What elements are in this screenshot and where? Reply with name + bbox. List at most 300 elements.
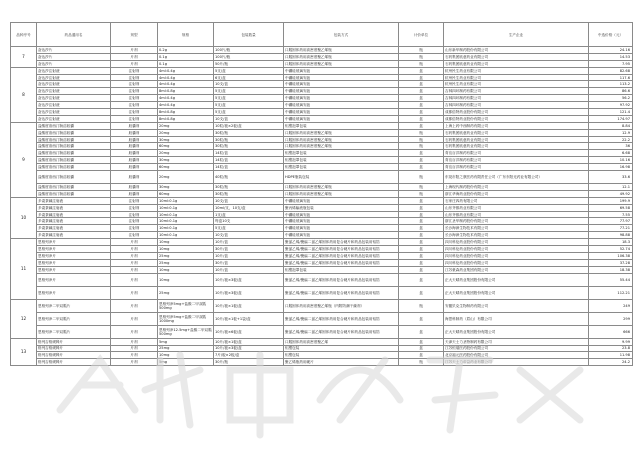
product-number-cell: 7 — [11, 47, 37, 68]
price-cell: 10.16 — [589, 157, 633, 164]
pack-method-cell: 铝塑泡罩包装 — [284, 157, 399, 164]
spec-cell: 0.1g — [158, 60, 214, 67]
unit-cell: 盒 — [399, 325, 444, 338]
pack-qty-cell: 100片/瓶 — [214, 47, 284, 54]
pack-qty-cell: 14粒/盒 — [214, 150, 284, 157]
spec-cell: 20mg — [158, 122, 214, 129]
unit-cell: 盒 — [399, 218, 444, 225]
price-cell: 18.38 — [589, 266, 633, 273]
drug-name-cell: 恩格列净片 — [37, 266, 111, 273]
pack-qty-cell: 10ml/支，10支/盒 — [214, 204, 284, 211]
column-header: 计价单位 — [399, 23, 444, 47]
unit-cell: 盒 — [399, 345, 444, 352]
unit-cell: 瓶 — [399, 359, 444, 366]
unit-cell: 盒 — [399, 232, 444, 239]
pack-qty-cell: 6支/盒 — [214, 74, 284, 81]
spec-cell: 4ml:0.4g — [158, 67, 214, 74]
table-row — [11, 273, 633, 286]
dosage-form-cell: 胶囊剂 — [111, 150, 158, 157]
pack-method-cell: 中硼硅玻璃安瓿 — [284, 197, 399, 204]
column-header: 剂型 — [111, 23, 158, 47]
drug-name-cell: 多索茶碱注射液 — [37, 204, 111, 211]
pack-qty-cell: 10支/盒 — [214, 115, 284, 122]
pack-qty-cell: 10片/板×1板/盒 — [214, 338, 284, 345]
manufacturer-cell: 山东齐都药业有限公司 — [444, 204, 589, 211]
drug-name-cell: 盐酸度洛西汀肠溶胶囊 — [37, 136, 111, 143]
table-row — [11, 325, 633, 338]
manufacturer-cell: 上海上药中西制药有限公司 — [444, 122, 589, 129]
pack-method-cell: 中硼硅玻璃安瓿 — [284, 225, 399, 232]
manufacturer-cell: 吉林四环制药有限公司 — [444, 95, 589, 102]
unit-cell: 盒 — [399, 266, 444, 273]
pack-method-cell: 中硼硅玻璃安瓿 — [284, 95, 399, 102]
dosage-form-cell: 片剂 — [111, 359, 158, 366]
price-cell: 249 — [589, 299, 633, 312]
pack-qty-cell: 10片/板×3板/盒 — [214, 286, 284, 299]
pack-method-cell: 口服固体药用高密度聚乙烯瓶 — [284, 53, 399, 60]
unit-cell: 瓶 — [399, 171, 444, 184]
pack-method-cell: 铝塑包装 — [284, 352, 399, 359]
unit-cell: 瓶 — [399, 184, 444, 191]
dosage-form-cell: 注射剂 — [111, 232, 158, 239]
manufacturer-cell: 正大天晴药业集团股份有限公司 — [444, 286, 589, 299]
manufacturer-cell: 天津天士力圣特制药有限公司 — [444, 338, 589, 345]
pack-qty-cell: 30片/瓶 — [214, 359, 284, 366]
pack-qty-cell: 5支/盒 — [214, 95, 284, 102]
spec-cell: 5mg — [158, 338, 214, 345]
price-cell: 97.92 — [589, 102, 633, 109]
pack-method-cell: 口服固体药用高密度聚乙烯瓶 — [284, 190, 399, 197]
drug-name-cell: 奋达莎注射液 — [37, 67, 111, 74]
drug-name-cell: 恩格列净二甲双胍片 — [37, 299, 111, 312]
product-number-cell: 10 — [11, 197, 37, 238]
pack-qty-cell: 10支/盒 — [214, 197, 284, 204]
spec-cell: 10ml:0.1g — [158, 211, 214, 218]
dosage-form-cell: 注射剂 — [111, 95, 158, 102]
dosage-form-cell: 胶囊剂 — [111, 129, 158, 136]
table-row — [11, 67, 633, 74]
pack-qty-cell: 10粒/板×2板/盒 — [214, 122, 284, 129]
manufacturer-cell: 正大天晴药业集团股份有限公司 — [444, 325, 589, 338]
drug-name-cell: 盐酸度洛西汀肠溶胶囊 — [37, 164, 111, 171]
dosage-form-cell: 胶囊剂 — [111, 136, 158, 143]
drug-name-cell: 奋达莎注射液 — [37, 115, 111, 122]
manufacturer-cell: 石药集团欧意药业有限公司 — [444, 136, 589, 143]
column-header: 药品通用名 — [37, 23, 111, 47]
table-row — [11, 150, 633, 157]
drug-name-cell: 盐酸度洛西汀肠溶胶囊 — [37, 143, 111, 150]
manufacturer-cell: 江苏天士力帝益药业有限公司 — [444, 359, 589, 366]
manufacturer-cell: 四川科伦药业股份有限公司 — [444, 239, 589, 246]
table-row — [11, 259, 633, 266]
spec-cell: 0.1g — [158, 53, 214, 60]
pack-method-cell: 铝塑泡罩包装 — [284, 150, 399, 157]
table-row — [11, 88, 633, 95]
table-row — [11, 204, 633, 211]
pack-method-cell: 聚丙烯输液瓶包装 — [284, 204, 399, 211]
dosage-form-cell: 片剂 — [111, 266, 158, 273]
price-cell: 23.8 — [589, 345, 633, 352]
price-cell: 12.9 — [589, 129, 633, 136]
spec-cell: 20mg — [158, 171, 214, 184]
drug-name-cell: 多索茶碱注射液 — [37, 225, 111, 232]
spec-cell: 4ml:0.4g — [158, 74, 214, 81]
drug-name-cell: 奋达莎注射液 — [37, 81, 111, 88]
table-row — [11, 345, 633, 352]
spec-cell: 5mg — [158, 359, 214, 366]
spec-cell: 恩格列净5mg+盐酸二甲双胍500mg — [158, 299, 214, 312]
drug-name-cell: 盐酸度洛西汀肠溶胶囊 — [37, 171, 111, 184]
manufacturer-cell: 成都倍特药业股份有限公司 — [444, 115, 589, 122]
pack-method-cell: 聚氯乙烯/聚偏二氯乙烯固体药用复合硬片和药品包装用铝箔 — [284, 286, 399, 299]
unit-cell: 盒 — [399, 81, 444, 88]
dosage-form-cell: 片剂 — [111, 239, 158, 246]
column-header: 生产企业 — [444, 23, 589, 47]
pack-method-cell: 聚氯乙烯/聚偏二氯乙烯固体药用复合硬片和药品包装用铝箔 — [284, 325, 399, 338]
table-row — [11, 225, 633, 232]
drug-name-cell: 奋达莎注射液 — [37, 102, 111, 109]
spec-cell: 30mg — [158, 157, 214, 164]
dosage-form-cell: 片剂 — [111, 259, 158, 266]
pack-method-cell: 中硼硅玻璃安瓿 — [284, 109, 399, 116]
drug-name-cell: 奋达莎片 — [37, 60, 111, 67]
pack-qty-cell: 10片/盒 — [214, 239, 284, 246]
pack-qty-cell: 1支/盒 — [214, 211, 284, 218]
table-row — [11, 129, 633, 136]
table-row — [11, 352, 633, 359]
drug-name-cell: 格列吉格缓释片 — [37, 352, 111, 359]
dosage-form-cell: 注射剂 — [111, 102, 158, 109]
pack-method-cell: 口服固体药用高密度聚乙烯瓶 — [284, 136, 399, 143]
unit-cell: 盒 — [399, 67, 444, 74]
table-row — [11, 102, 633, 109]
unit-cell: 盒 — [399, 211, 444, 218]
pack-method-cell: 口服固体药用高密度聚乙烯瓶 — [284, 60, 399, 67]
table-row — [11, 157, 633, 164]
dosage-form-cell: 注射剂 — [111, 225, 158, 232]
manufacturer-cell: 石药集团欧意药业有限公司 — [444, 143, 589, 150]
price-cell: 16.98 — [589, 164, 633, 171]
pack-qty-cell: 14粒/盒 — [214, 164, 284, 171]
table-row — [11, 211, 633, 218]
dosage-form-cell: 片剂 — [111, 286, 158, 299]
unit-cell: 瓶 — [399, 143, 444, 150]
table-row — [11, 115, 633, 122]
spec-cell: 25mg — [158, 286, 214, 299]
table-row — [11, 232, 633, 239]
table-row — [11, 299, 633, 312]
pack-qty-cell: 10片/板×6板/盒 — [214, 325, 284, 338]
table-row — [11, 95, 633, 102]
unit-cell: 盒 — [399, 286, 444, 299]
unit-cell: 盒 — [399, 115, 444, 122]
manufacturer-cell: 四川科伦药业股份有限公司 — [444, 252, 589, 259]
price-cell: 14.53 — [589, 53, 633, 60]
manufacturer-cell: 杭州民生药业有限公司 — [444, 67, 589, 74]
pack-qty-cell: 10支/盒 — [214, 81, 284, 88]
spec-cell: 10ml:0.1g — [158, 225, 214, 232]
spec-cell: 10ml:0.1g — [158, 204, 214, 211]
dosage-form-cell: 片剂 — [111, 47, 158, 54]
table-row — [11, 184, 633, 191]
pack-method-cell: 中硼硅玻璃安瓿 — [284, 81, 399, 88]
spec-cell: 20mg — [158, 150, 214, 157]
price-cell: 113.2 — [589, 81, 633, 88]
manufacturer-cell: 山东新华制药股份有限公司 — [444, 47, 589, 54]
pack-method-cell: 中硼硅玻璃安瓿 — [284, 115, 399, 122]
drug-name-cell: 多索茶碱注射液 — [37, 218, 111, 225]
pack-qty-cell: 100片/瓶 — [214, 53, 284, 60]
unit-cell: 盒 — [399, 157, 444, 164]
spec-cell: 25mg — [158, 345, 214, 352]
manufacturer-cell: 吉林四环制药有限公司 — [444, 88, 589, 95]
drug-name-cell: 多索茶碱注射液 — [37, 197, 111, 204]
table-row — [11, 239, 633, 246]
price-cell: 11.98 — [589, 352, 633, 359]
manufacturer-cell: 石家庄四药有限公司 — [444, 197, 589, 204]
column-header: 中选价格（元） — [589, 23, 633, 47]
spec-cell: 25mg — [158, 252, 214, 259]
dosage-form-cell: 注射剂 — [111, 218, 158, 225]
table-row — [11, 252, 633, 259]
price-cell: 98.88 — [589, 232, 633, 239]
unit-cell: 瓶 — [399, 136, 444, 143]
spec-cell: 10mg — [158, 239, 214, 246]
table-row — [11, 60, 633, 67]
unit-cell: 瓶 — [399, 299, 444, 312]
drug-name-cell: 格列吉格缓释片 — [37, 338, 111, 345]
table-row — [11, 266, 633, 273]
dosage-form-cell: 片剂 — [111, 246, 158, 253]
table-row — [11, 359, 633, 366]
manufacturer-cell: 石药集团欧意药业有限公司 — [444, 53, 589, 60]
column-header: 规格 — [158, 23, 214, 47]
dosage-form-cell: 胶囊剂 — [111, 157, 158, 164]
pack-qty-cell: 每盒10支 — [214, 218, 284, 225]
price-cell: 18.3 — [589, 239, 633, 246]
pack-method-cell: 聚氯乙烯/聚偏二氯乙烯固体药用复合硬片和药品包装用铝箔 — [284, 246, 399, 253]
pack-qty-cell: 14粒/盒 — [214, 157, 284, 164]
price-cell: 121.4 — [589, 109, 633, 116]
pack-method-cell: 中硼硅玻璃安瓿 — [284, 211, 399, 218]
drug-name-cell: 恩格列净片 — [37, 246, 111, 253]
dosage-form-cell: 片剂 — [111, 312, 158, 325]
pack-method-cell: 中硼硅玻璃安瓿 — [284, 232, 399, 239]
spec-cell: 10ml:0.1g — [158, 232, 214, 239]
table-row — [11, 218, 633, 225]
manufacturer-cell: 北京福元医药股份有限公司 — [444, 352, 589, 359]
unit-cell: 盒 — [399, 225, 444, 232]
price-cell: 33.6 — [589, 171, 633, 184]
manufacturer-cell: 石药集团欧意药业有限公司 — [444, 60, 589, 67]
unit-cell: 盒 — [399, 197, 444, 204]
dosage-form-cell: 注射剂 — [111, 67, 158, 74]
dosage-form-cell: 片剂 — [111, 53, 158, 60]
dosage-form-cell: 注射剂 — [111, 74, 158, 81]
price-cell: 174.97 — [589, 115, 633, 122]
table-header — [11, 23, 633, 47]
pack-method-cell: 中硼硅玻璃安瓿 — [284, 102, 399, 109]
manufacturer-cell: 杭州民生药业有限公司 — [444, 81, 589, 88]
pack-method-cell: HDPE瓶装包装 — [284, 171, 399, 184]
price-cell: 299 — [589, 312, 633, 325]
drug-name-cell: 盐酸度洛西汀肠溶胶囊 — [37, 129, 111, 136]
spec-cell: 30mg — [158, 136, 214, 143]
spec-cell: 0.2g — [158, 47, 214, 54]
unit-cell: 盒 — [399, 95, 444, 102]
manufacturer-cell: 青岛百洋制药有限公司 — [444, 164, 589, 171]
dosage-form-cell: 胶囊剂 — [111, 171, 158, 184]
drug-name-cell: 盐酸度洛西汀肠溶胶囊 — [37, 157, 111, 164]
spec-cell: 20mg — [158, 129, 214, 136]
price-cell: 24.16 — [589, 47, 633, 54]
drug-name-cell: 恩格列净片 — [37, 286, 111, 299]
pack-qty-cell: 10片/板×1板/盒 — [214, 299, 284, 312]
dosage-form-cell: 胶囊剂 — [111, 184, 158, 191]
price-cell: 8.84 — [589, 122, 633, 129]
drug-name-cell: 奋达莎片 — [37, 53, 111, 60]
spec-cell: 10mg — [158, 352, 214, 359]
dosage-form-cell: 注射剂 — [111, 204, 158, 211]
procurement-price-table — [10, 22, 633, 366]
spec-cell: 4ml:0.4g — [158, 95, 214, 102]
table-body — [11, 47, 633, 366]
pack-qty-cell: 30片/盒 — [214, 246, 284, 253]
pack-method-cell: 中硼硅玻璃安瓿 — [284, 74, 399, 81]
price-cell: 82.68 — [589, 67, 633, 74]
pack-method-cell: 口服固体药用高密度聚乙烯瓶（内附防潮干燥剂） — [284, 299, 399, 312]
pack-qty-cell: 10片/盒 — [214, 252, 284, 259]
unit-cell: 盒 — [399, 312, 444, 325]
pack-method-cell: 口服固体药用高密度聚乙烯瓶 — [284, 143, 399, 150]
manufacturer-cell: 石药集团欧意药业有限公司 — [444, 129, 589, 136]
drug-name-cell: 奋达莎注射液 — [37, 109, 111, 116]
drug-name-cell: 恩格列净二甲双胍片 — [37, 312, 111, 325]
price-cell: 12.1 — [589, 184, 633, 191]
product-number-cell: 8 — [11, 67, 37, 122]
unit-cell: 瓶 — [399, 60, 444, 67]
dosage-form-cell: 片剂 — [111, 60, 158, 67]
table-row — [11, 122, 633, 129]
table-row — [11, 143, 633, 150]
unit-cell: 盒 — [399, 164, 444, 171]
manufacturer-cell: 浙江华海药业股份有限公司 — [444, 190, 589, 197]
unit-cell: 盒 — [399, 109, 444, 116]
spec-cell: 恩格列净12.5mg+盐酸二甲双胍500mg — [158, 325, 214, 338]
dosage-form-cell: 注射剂 — [111, 88, 158, 95]
spec-cell: 10mg — [158, 273, 214, 286]
spec-cell: 25mg — [158, 259, 214, 266]
price-cell: 49.92 — [589, 190, 633, 197]
manufacturer-cell: 江苏豪森药业集团有限公司 — [444, 266, 589, 273]
pack-method-cell: 聚乙烯瓶药用硬片 — [284, 359, 399, 366]
drug-name-cell: 格列吉格缓释片 — [37, 345, 111, 352]
manufacturer-cell: 上海现代制药股份有限公司 — [444, 184, 589, 191]
pack-method-cell: 聚氯乙烯/聚偏二氯乙烯固体药用复合硬片和药品包装用铝箔 — [284, 252, 399, 259]
dosage-form-cell: 注射剂 — [111, 197, 158, 204]
table-row — [11, 81, 633, 88]
spec-cell: 10mg — [158, 246, 214, 253]
manufacturer-cell: 四川科伦药业股份有限公司 — [444, 246, 589, 253]
pack-qty-cell: 5支/盒 — [214, 88, 284, 95]
price-cell: 7.55 — [589, 211, 633, 218]
drug-name-cell: 奋达莎注射液 — [37, 95, 111, 102]
table-row — [11, 164, 633, 171]
price-cell: 37.28 — [589, 259, 633, 266]
column-header: 包装数量 — [214, 23, 284, 47]
pack-qty-cell: 5支/盒 — [214, 102, 284, 109]
unit-cell: 盒 — [399, 352, 444, 359]
spec-cell: 10mg — [158, 266, 214, 273]
pack-qty-cell: 30粒/瓶 — [214, 129, 284, 136]
pack-method-cell: 中硼硅玻璃安瓿 — [284, 88, 399, 95]
pack-method-cell: 口服固体药用高密度聚乙烯瓶 — [284, 184, 399, 191]
price-cell: 86.6 — [589, 88, 633, 95]
product-number-cell: 11 — [11, 239, 37, 299]
price-cell: 77.21 — [589, 225, 633, 232]
pack-qty-cell: 30粒/瓶 — [214, 143, 284, 150]
pack-qty-cell: 50片/瓶 — [214, 60, 284, 67]
pack-method-cell: 聚氯乙烯/聚偏二氯乙烯固体药用复合硬片和药品包装用铝箔 — [284, 312, 399, 325]
unit-cell: 盒 — [399, 338, 444, 345]
pack-qty-cell: 5支/盒 — [214, 109, 284, 116]
pack-method-cell: 铝塑泡罩包装 — [284, 164, 399, 171]
price-cell: 77.97 — [589, 218, 633, 225]
unit-cell: 瓶 — [399, 53, 444, 60]
price-cell: 22.2 — [589, 136, 633, 143]
pack-method-cell: 中硼硅玻璃安瓿 — [284, 67, 399, 74]
dosage-form-cell: 注射剂 — [111, 115, 158, 122]
drug-name-cell: 奋达莎注射液 — [37, 88, 111, 95]
drug-name-cell: 奋达莎片 — [37, 47, 111, 54]
unit-cell: 盒 — [399, 88, 444, 95]
manufacturer-cell: 吉林四环制药有限公司 — [444, 102, 589, 109]
pack-qty-cell: 10片/盒 — [214, 266, 284, 273]
drug-name-cell: 盐酸度洛西汀肠溶胶囊 — [37, 122, 111, 129]
pack-qty-cell: 5支/盒 — [214, 67, 284, 74]
price-cell: 199.9 — [589, 197, 633, 204]
pack-qty-cell: 10片/板×3板/盒 — [214, 273, 284, 286]
unit-cell: 盒 — [399, 204, 444, 211]
table-row — [11, 197, 633, 204]
pack-qty-cell: 10支/盒 — [214, 232, 284, 239]
manufacturer-cell: 江苏恒瑞医药股份有限公司 — [444, 345, 589, 352]
drug-name-cell: 恩格列净片 — [37, 252, 111, 259]
manufacturer-cell: 青岛百洋制药有限公司 — [444, 150, 589, 157]
table-row — [11, 53, 633, 60]
manufacturer-cell: 海思科制药（眉山）有限公司 — [444, 312, 589, 325]
price-cell: 7.95 — [589, 60, 633, 67]
unit-cell: 瓶 — [399, 190, 444, 197]
pack-method-cell: 铝塑包装 — [284, 345, 399, 352]
spec-cell: 恩格列净5mg+盐酸二甲双胍1000mg — [158, 312, 214, 325]
unit-cell: 盒 — [399, 259, 444, 266]
unit-cell: 盒 — [399, 239, 444, 246]
pack-method-cell: 口服固体药用高密度聚乙烯瓶 — [284, 129, 399, 136]
drug-name-cell: 盐酸度洛西汀肠溶胶囊 — [37, 190, 111, 197]
spec-cell: 4ml:0.4g — [158, 102, 214, 109]
dosage-form-cell: 胶囊剂 — [111, 122, 158, 129]
product-number-cell: 12 — [11, 299, 37, 338]
manufacturer-cell: 长沙海润生物技术有限公司 — [444, 225, 589, 232]
price-cell: 117.6 — [589, 74, 633, 81]
manufacturer-cell: 成都倍特药业股份有限公司 — [444, 109, 589, 116]
pack-qty-cell: 30片/盒 — [214, 259, 284, 266]
price-cell: 666 — [589, 325, 633, 338]
dosage-form-cell: 注射剂 — [111, 109, 158, 116]
spec-cell: 4ml:0.4g — [158, 81, 214, 88]
dosage-form-cell: 片剂 — [111, 252, 158, 259]
